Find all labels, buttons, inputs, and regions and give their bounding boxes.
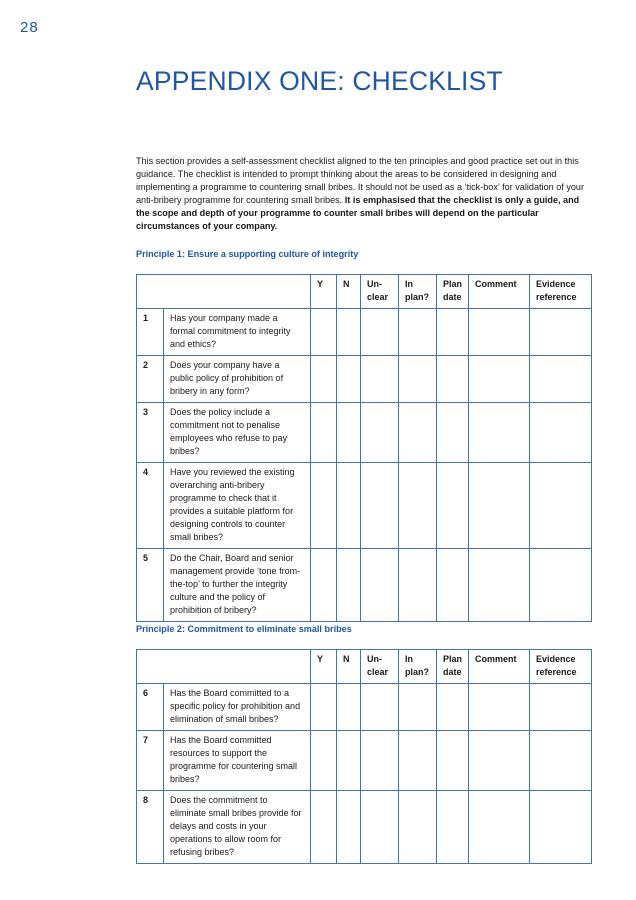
cell-y[interactable] (311, 463, 337, 549)
table-row (137, 403, 592, 463)
page-number: 28 (20, 19, 39, 36)
cell-comment[interactable] (469, 356, 530, 403)
principle-1-table (136, 274, 592, 622)
header-unclear: Un-clear (361, 275, 399, 309)
header-n: N (337, 650, 361, 684)
cell-comment[interactable] (469, 549, 530, 622)
cell-y[interactable] (311, 309, 337, 356)
intro-emphasis: It is emphasised that the checklist is only a guide, and the scope and depth of your programme to counter small bribes will depend on the particular circumstances of your company. (136, 195, 580, 231)
cell-n[interactable] (337, 791, 361, 864)
cell-plan-date[interactable] (437, 791, 469, 864)
header-evidence: Evidence reference (530, 275, 592, 309)
cell-evidence[interactable] (530, 684, 592, 731)
cell-n[interactable] (337, 309, 361, 356)
cell-y[interactable] (311, 356, 337, 403)
cell-y[interactable] (311, 684, 337, 731)
row-number: 5 (137, 549, 164, 622)
page-title: APPENDIX ONE: CHECKLIST (136, 66, 503, 96)
table-row (137, 463, 592, 549)
header-blank (137, 650, 311, 684)
header-comment: Comment (469, 275, 530, 309)
cell-evidence[interactable] (530, 403, 592, 463)
cell-in-plan[interactable] (399, 791, 437, 864)
cell-plan-date[interactable] (437, 403, 469, 463)
header-blank (137, 275, 311, 309)
cell-in-plan[interactable] (399, 403, 437, 463)
principle-2-heading: Principle 2: Commitment to eliminate small bribes (136, 624, 352, 634)
cell-plan-date[interactable] (437, 731, 469, 791)
cell-n[interactable] (337, 549, 361, 622)
cell-comment[interactable] (469, 309, 530, 356)
cell-unclear[interactable] (361, 684, 399, 731)
header-y: Y (311, 275, 337, 309)
cell-n[interactable] (337, 356, 361, 403)
cell-in-plan[interactable] (399, 356, 437, 403)
header-y: Y (311, 650, 337, 684)
cell-y[interactable] (311, 731, 337, 791)
cell-plan-date[interactable] (437, 309, 469, 356)
row-number: 1 (137, 309, 164, 356)
cell-y[interactable] (311, 549, 337, 622)
table-row (137, 356, 592, 403)
cell-unclear[interactable] (361, 463, 399, 549)
table-row (137, 684, 592, 731)
row-number: 7 (137, 731, 164, 791)
header-in-plan: In plan? (399, 650, 437, 684)
row-number: 3 (137, 403, 164, 463)
cell-unclear[interactable] (361, 356, 399, 403)
cell-comment[interactable] (469, 731, 530, 791)
row-number: 2 (137, 356, 164, 403)
cell-unclear[interactable] (361, 731, 399, 791)
table-header-row (137, 275, 592, 309)
cell-in-plan[interactable] (399, 731, 437, 791)
cell-evidence[interactable] (530, 356, 592, 403)
row-question: Does the policy include a commitment not to penalise employees who refuse to pay bribes? (164, 403, 311, 463)
header-in-plan: In plan? (399, 275, 437, 309)
table-row (137, 549, 592, 622)
table-row (137, 309, 592, 356)
cell-evidence[interactable] (530, 731, 592, 791)
cell-in-plan[interactable] (399, 463, 437, 549)
table-header-row (137, 650, 592, 684)
row-number: 4 (137, 463, 164, 549)
cell-comment[interactable] (469, 463, 530, 549)
row-question: Have you reviewed the existing overarching anti-bribery programme to check that it provides a suitable platform for designing controls to counter small bribes? (164, 463, 311, 549)
principle-1-heading: Principle 1: Ensure a supporting culture of integrity (136, 249, 359, 259)
table-row (137, 791, 592, 864)
row-question: Does the commitment to eliminate small bribes provide for delays and costs in your operations to allow room for refusing bribes? (164, 791, 311, 864)
cell-n[interactable] (337, 731, 361, 791)
cell-in-plan[interactable] (399, 549, 437, 622)
header-plan-date: Plan date (437, 275, 469, 309)
cell-evidence[interactable] (530, 791, 592, 864)
cell-evidence[interactable] (530, 463, 592, 549)
cell-in-plan[interactable] (399, 684, 437, 731)
cell-plan-date[interactable] (437, 549, 469, 622)
cell-comment[interactable] (469, 684, 530, 731)
row-question: Has the Board committed to a specific policy for prohibition and elimination of small bribes? (164, 684, 311, 731)
cell-n[interactable] (337, 463, 361, 549)
cell-n[interactable] (337, 403, 361, 463)
cell-y[interactable] (311, 791, 337, 864)
row-question: Has your company made a formal commitment to integrity and ethics? (164, 309, 311, 356)
cell-unclear[interactable] (361, 403, 399, 463)
cell-comment[interactable] (469, 403, 530, 463)
principle-2-table (136, 649, 592, 864)
cell-n[interactable] (337, 684, 361, 731)
cell-plan-date[interactable] (437, 356, 469, 403)
header-unclear: Un-clear (361, 650, 399, 684)
row-number: 6 (137, 684, 164, 731)
row-question: Does your company have a public policy of prohibition of bribery in any form? (164, 356, 311, 403)
cell-evidence[interactable] (530, 309, 592, 356)
cell-unclear[interactable] (361, 309, 399, 356)
header-plan-date: Plan date (437, 650, 469, 684)
header-evidence: Evidence reference (530, 650, 592, 684)
intro-paragraph (136, 155, 591, 233)
row-question: Has the Board committed resources to support the programme for countering small bribes? (164, 731, 311, 791)
cell-unclear[interactable] (361, 791, 399, 864)
cell-in-plan[interactable] (399, 309, 437, 356)
cell-unclear[interactable] (361, 549, 399, 622)
cell-evidence[interactable] (530, 549, 592, 622)
header-comment: Comment (469, 650, 530, 684)
table-row (137, 731, 592, 791)
cell-comment[interactable] (469, 791, 530, 864)
cell-plan-date[interactable] (437, 463, 469, 549)
header-n: N (337, 275, 361, 309)
intro-text: This section provides a self-assessment checklist aligned to the ten principles and good practice set out in this guidance. The checklist is intended to prompt thinking about the areas to be considered in designing and implementing a programme to countering small bribes. It should not be used as a ‘tick-box’ for validation of your anti-bribery programme for countering small bribes. (136, 156, 585, 205)
cell-plan-date[interactable] (437, 684, 469, 731)
row-number: 8 (137, 791, 164, 864)
cell-y[interactable] (311, 403, 337, 463)
row-question: Do the Chair, Board and senior management provide ‘tone from-the-top’ to further the integrity culture and the policy of prohibition of bribery? (164, 549, 311, 622)
